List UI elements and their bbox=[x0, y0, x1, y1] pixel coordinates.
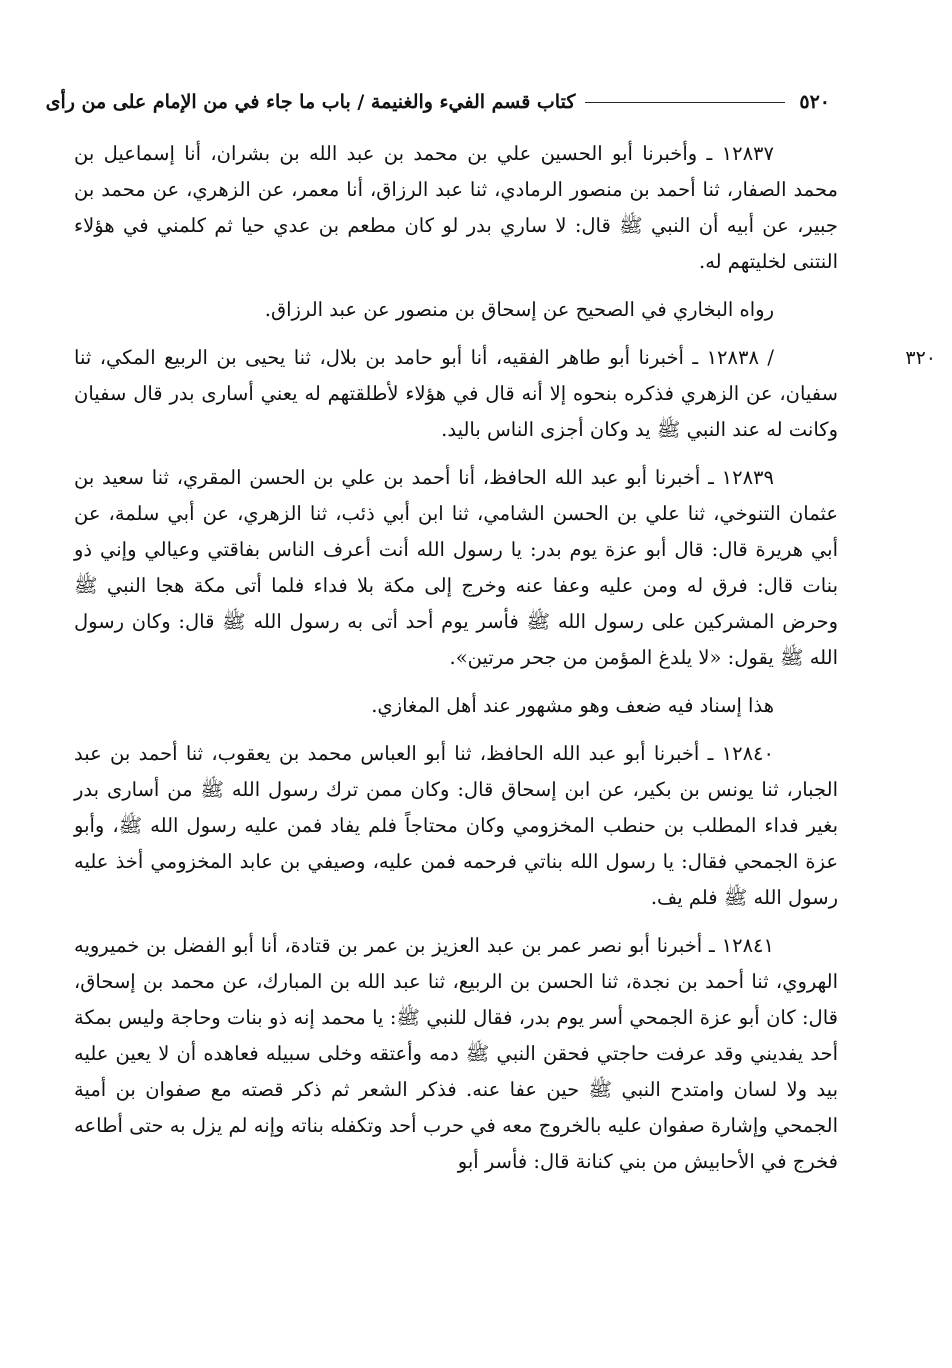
page-header bbox=[45, 84, 830, 120]
hadith-number: ١٢٨٤١ bbox=[721, 934, 774, 957]
hadith-paragraph bbox=[74, 928, 838, 1180]
hadith-12837 bbox=[74, 136, 838, 280]
hadith-number: ١٢٨٤٠ bbox=[721, 742, 774, 765]
hadith-number: ١٢٨٣٨ bbox=[706, 346, 759, 369]
hadith-text: ـ أخبرنا أبو طاهر الفقيه، أنا أبو حامد بن بلال، ثنا يحيى بن الربيع المكي، ثنا سفيان، عن الزهري فذكره بنحوه إلا أنه قال في هؤلاء لأطلقتهم له يعني أسارى بدر قال سفيان وكانت له عند النبي ﷺ يد وكان أجزى الناس باليد. bbox=[74, 346, 838, 441]
hadith-note: رواه البخاري في الصحيح عن إسحاق بن منصور عن عبد الرزاق. bbox=[264, 298, 774, 321]
hadith-number: ١٢٨٣٩ bbox=[721, 466, 774, 489]
hadith-12840 bbox=[74, 736, 838, 916]
page-break-marker: / bbox=[767, 346, 774, 369]
hadith-paragraph bbox=[74, 736, 838, 916]
hadith-text: ـ أخبرنا أبو عبد الله الحافظ، أنا أحمد بن علي بن الحسن المقري، ثنا سعيد بن عثمان التنوخي، ثنا علي بن الحسن الشامي، ثنا ابن أبي ذئب، ثنا الزهري، عن أبي سلمة، عن أبي هريرة قال: قال أبو عزة يوم بدر: يا رسول الله أنت أعرف الناس بفاقتي وعيالي وإني ذو بنات قال: فرق له ومن عليه وعفا عنه وخرج إلى مكة بلا فداء فلما أتى مكة هجا النبي ﷺ وحرض المشركين على رسول الله ﷺ فأسر يوم أحد أتى به رسول الله ﷺ قال: وكان رسول الله ﷺ يقول: «لا يلدغ المؤمن من جحر مرتين». bbox=[74, 466, 838, 669]
hadith-12841 bbox=[74, 928, 838, 1180]
running-title: كتاب قسم الفيء والغنيمة / باب ما جاء في من الإمام على من رأى bbox=[45, 91, 576, 113]
hadith-paragraph bbox=[74, 460, 838, 676]
hadith-note: هذا إسناد فيه ضعف وهو مشهور عند أهل المغازي. bbox=[371, 694, 774, 717]
hadith-text: ـ أخبرنا أبو عبد الله الحافظ، ثنا أبو العباس محمد بن يعقوب، ثنا أحمد بن عبد الجبار، ثنا يونس بن بكير، عن ابن إسحاق قال: وكان ممن ترك رسول الله ﷺ من أسارى بدر بغير فداء المطلب بن حنطب المخزومي وكان محتاجاً فلم يفاد فمن عليه رسول الله ﷺ، وأبو عزة الجمحي فقال: يا رسول الله بناتي فرحمه فمن عليه، وصيفي بن عابد المخزومي أخذ عليه رسول الله ﷺ فلم يف. bbox=[74, 742, 838, 909]
hadith-12838 bbox=[74, 340, 936, 448]
hadith-text: ـ أخبرنا أبو نصر عمر بن عبد العزيز بن عمر بن قتادة، أنا أبو الفضل بن خميرويه الهروي، ثنا أحمد بن نجدة، ثنا الحسن بن الربيع، ثنا عبد الله بن المبارك، عن محمد بن إسحاق، قال: كان أبو عزة الجمحي أسر يوم بدر، فقال للنبي ﷺ: يا محمد إنه ذو بنات وحاجة وليس بمكة أحد يفديني وقد عرفت حاجتي فحقن النبي ﷺ دمه وأعتقه وخلى سبيله فعاهده أن لا يعين عليه بيد ولا لسان وامتدح النبي ﷺ حين عفا عنه. فذكر الشعر ثم ذكر قصته مع صفوان بن أمية الجمحي وإشارة صفوان عليه بالخروج معه في حرب أحد وتكفله بناته وإنه لم يزل به حتى أطاعه فخرج في الأحابيش من بني كنانة قال: فأسر أبو bbox=[74, 934, 838, 1173]
page-body bbox=[74, 136, 936, 1192]
hadith-text: ـ وأخبرنا أبو الحسين علي بن محمد بن عبد الله بن بشران، أنا إسماعيل بن محمد الصفار، ثنا أحمد بن منصور الرمادي، ثنا عبد الرزاق، أنا معمر، عن الزهري، عن محمد بن جبير، عن أبيه أن النبي ﷺ قال: لا ساري بدر لو كان مطعم بن عدي حيا ثم كلمني في هؤلاء النتنى لخليتهم له. bbox=[74, 142, 838, 273]
hadith-number: ١٢٨٣٧ bbox=[721, 142, 774, 165]
header-rule bbox=[585, 102, 785, 103]
margin-page-marker: ٣٢٠ bbox=[905, 347, 936, 369]
hadith-12839 bbox=[74, 460, 838, 676]
hadith-paragraph bbox=[74, 136, 838, 280]
hadith-paragraph bbox=[74, 340, 838, 448]
page-number: ٥٢٠ bbox=[799, 91, 830, 113]
